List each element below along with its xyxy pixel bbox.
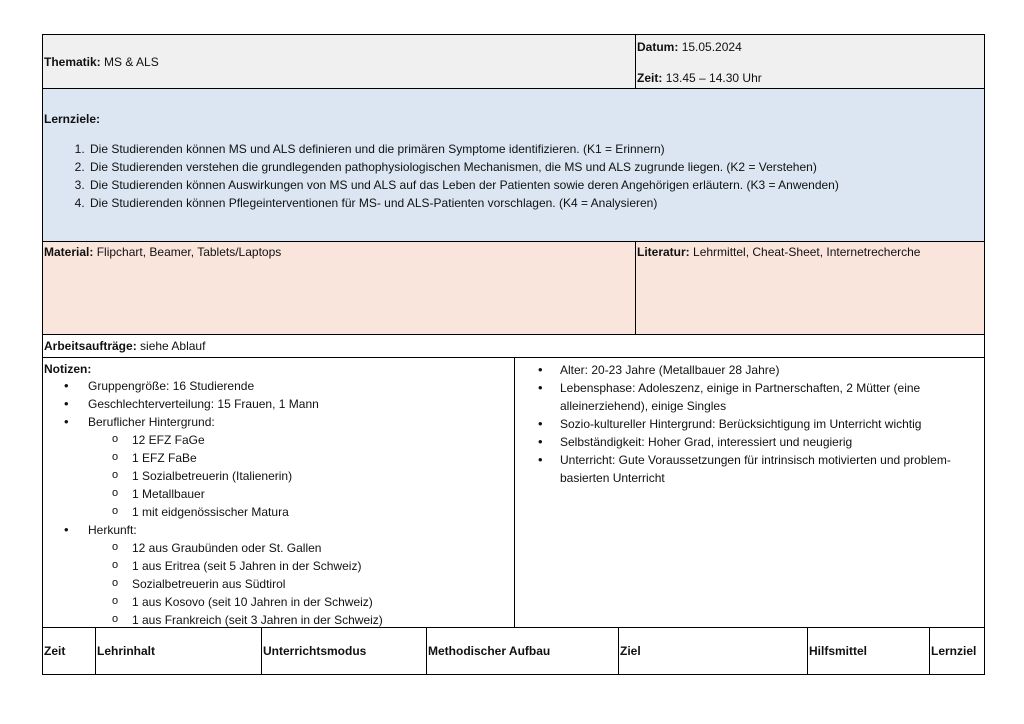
sub-list-item: o 12 EFZ FaGe	[44, 431, 514, 449]
list-item: • Alter: 20-23 Jahre (Metallbauer 28 Jahre)	[516, 361, 976, 379]
lernziel-item: 4. Die Studierenden können Pflegeinterventionen für MS- und ALS-Patienten vorschlagen. (K4 = Analysieren)	[88, 194, 984, 212]
arbeitsauftraege-value: siehe Ablauf	[140, 339, 206, 353]
literatur-cell	[635, 242, 984, 334]
lernziele-list	[44, 140, 984, 212]
thematik-label: Thematik:	[44, 55, 101, 69]
list-item: • Geschlechterverteilung: 15 Frauen, 1 Mann	[44, 395, 514, 413]
material-value: Flipchart, Beamer, Tablets/Laptops	[96, 245, 282, 259]
sub-list-item: o 1 aus Frankreich (seit 3 Jahren in der Schweiz)	[44, 611, 514, 629]
sub-list-item: o 1 aus Kosovo (seit 10 Jahren in der Schweiz)	[44, 593, 514, 611]
sub-list-item: o Sozialbetreuerin aus Südtirol	[44, 575, 514, 593]
zeit-label: Zeit:	[637, 71, 663, 85]
notizen-right-list	[516, 361, 976, 487]
col-lehrinhalt: Lehrinhalt	[95, 628, 261, 674]
thematik-cell	[43, 35, 635, 88]
material-row	[43, 242, 984, 335]
notizen-left	[43, 358, 514, 627]
header-row	[43, 35, 984, 89]
sub-list-item: o 1 Metallbauer	[44, 485, 514, 503]
sub-list-item: o 1 aus Eritrea (seit 5 Jahren in der Schweiz)	[44, 557, 514, 575]
list-item: • Sozio-kultureller Hintergrund: Berücksichtigung im Unterricht wichtig	[516, 415, 976, 433]
col-zeit: Zeit	[44, 644, 66, 658]
col-methodischer-aufbau: Methodischer Aufbau	[426, 628, 618, 674]
notizen-right	[514, 358, 984, 627]
material-cell	[43, 242, 635, 334]
arbeitsauftraege-row	[43, 335, 984, 358]
sub-list-item: o 1 mit eidgenössischer Matura	[44, 503, 514, 521]
lernziele-label: Lernziele:	[44, 112, 101, 126]
list-item: • Beruflicher Hintergrund:	[44, 413, 514, 431]
material-label: Material:	[44, 245, 94, 259]
arbeitsauftraege-label: Arbeitsaufträge:	[44, 339, 137, 353]
sub-list-item: o 12 aus Graubünden oder St. Gallen	[44, 539, 514, 557]
sub-list-item: o 1 EFZ FaBe	[44, 449, 514, 467]
list-item: • Unterricht: Gute Voraussetzungen für intrinsisch motivierten und problem-basierten Unterricht	[516, 451, 976, 487]
lernziel-item: 2. Die Studierenden verstehen die grundlegenden pathophysiologischen Mechanismen, die MS und ALS zugrunde liegen. (K2 = Verstehen)	[88, 158, 984, 176]
sub-list-item: o 1 Sozialbetreuerin (Italienerin)	[44, 467, 514, 485]
lesson-plan-table	[42, 34, 985, 675]
zeit-value: 13.45 – 14.30 Uhr	[665, 71, 762, 85]
datum-label: Datum:	[637, 40, 679, 54]
lernziel-item: 1. Die Studierenden können MS und ALS definieren und die primären Symptome identifizieren. (K1 = Erinnern)	[88, 140, 984, 158]
col-unterrichtsmodus: Unterrichtsmodus	[261, 628, 426, 674]
thematik-value: MS & ALS	[104, 55, 159, 69]
list-item: • Gruppengröße: 16 Studierende	[44, 377, 514, 395]
literatur-label: Literatur:	[637, 245, 690, 259]
ablauf-header-row	[43, 628, 984, 674]
datum-value: 15.05.2024	[681, 40, 742, 54]
datum-zeit-cell	[635, 35, 984, 88]
col-ziel: Ziel	[618, 628, 807, 674]
lernziel-item: 3. Die Studierenden können Auswirkungen von MS und ALS auf das Leben der Patienten sowie deren Angehörigen erläutern. (K3 = Anwenden)	[88, 176, 984, 194]
notizen-label: Notizen:	[44, 362, 92, 376]
notizen-row	[43, 358, 984, 628]
col-lernziel: Lernziel	[929, 628, 984, 674]
list-item: • Selbständigkeit: Hoher Grad, interessiert und neugierig	[516, 433, 976, 451]
notizen-left-list	[44, 377, 514, 629]
list-item: • Herkunft:	[44, 521, 514, 539]
col-hilfsmittel: Hilfsmittel	[807, 628, 929, 674]
literatur-value: Lehrmittel, Cheat-Sheet, Internetrecherche	[693, 245, 921, 259]
lernziele-row	[43, 89, 984, 242]
list-item: • Lebensphase: Adoleszenz, einige in Partnerschaften, 2 Mütter (eine alleinerziehend), einige Singles	[516, 379, 976, 415]
